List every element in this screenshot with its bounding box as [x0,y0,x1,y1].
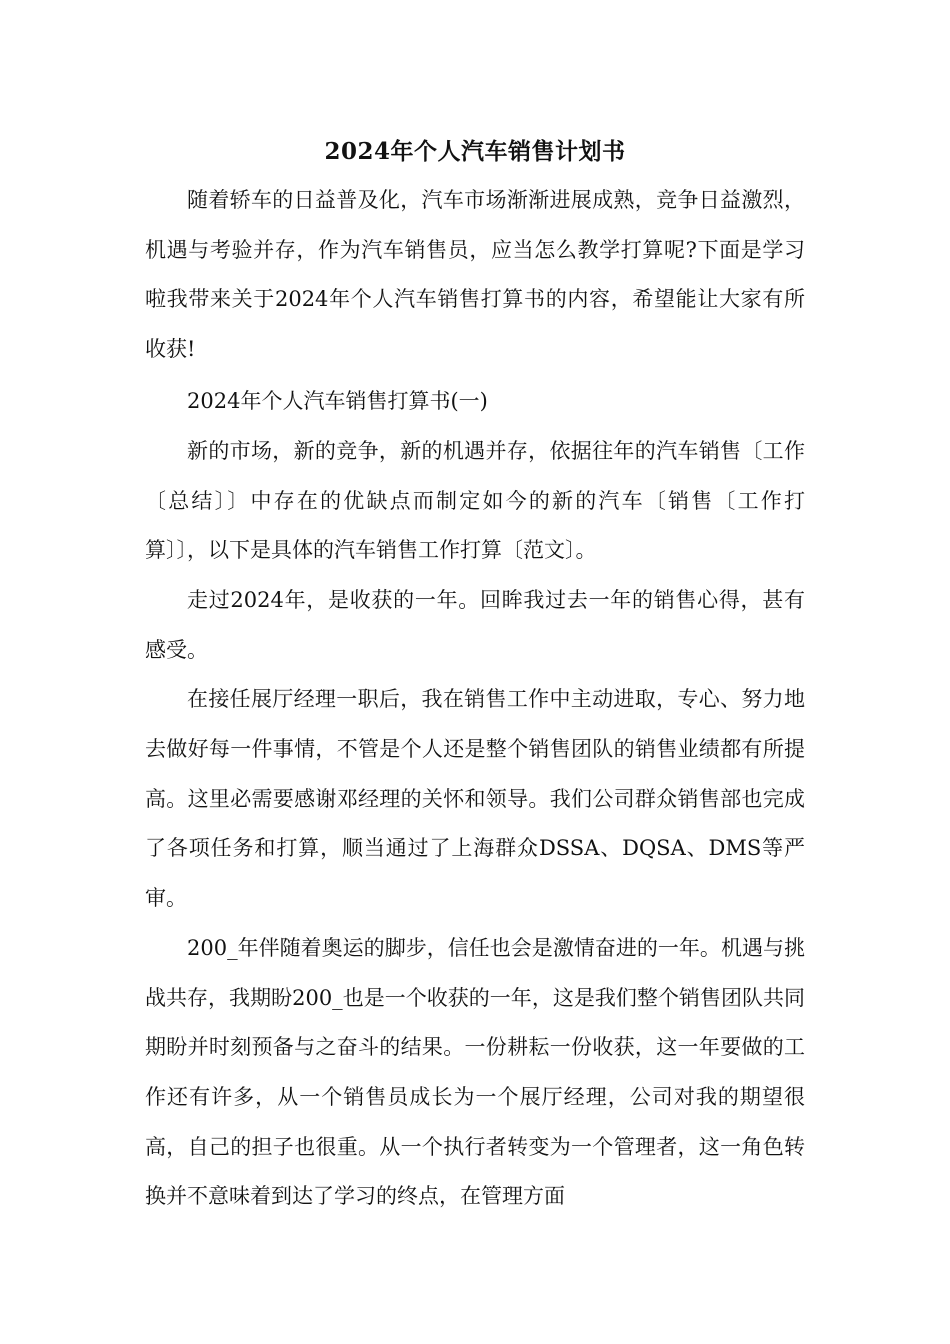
body-paragraph: 走过2024年，是收获的一年。回眸我过去一年的销售心得，甚有感受。 [145,587,805,662]
body-paragraph: 在接任展厅经理一职后，我在销售工作中主动进取，专心、努力地去做好每一件事情，不管是个人还是整个销售团队的销售业绩都有所提高。这里必需要感谢邓经理的关怀和领导。我们公司群众销售部也完成了各项任务和打算，顺当通过了上海群众DSSA、DQSA、DMS等严审。 [145,687,805,911]
document-body [145,128,805,1222]
section-heading: 2024年个人汽车销售打算书(一) [187,388,488,413]
intro-paragraph: 随着轿车的日益普及化，汽车市场渐渐进展成熟，竞争日益激烈，机遇与考验并存，作为汽车销售员，应当怎么教学打算呢?下面是学习啦我带来关于2024年个人汽车销售打算书的内容，希望能让大家有所收获! [145,188,805,362]
body-paragraph: 新的市场，新的竞争，新的机遇并存，依据往年的汽车销售〔工作〔总结〕〕中存在的优缺点而制定如今的新的汽车〔销售〔工作打算〕〕，以下是具体的汽车销售工作打算〔范文〕。 [145,438,805,563]
document-title: 2024年个人汽车销售计划书 [324,138,626,165]
body-paragraph: 200_年伴随着奥运的脚步，信任也会是激情奋进的一年。机遇与挑战共存，我期盼200_也是一个收获的一年，这是我们整个销售团队共同期盼并时刻预备与之奋斗的结果。一份耕耘一份收获，这一年要做的工作还有许多，从一个销售员成长为一个展厅经理，公司对我的期望很高，自己的担子也很重。从一个执行者转变为一个管理者，这一角色转换并不意味着到达了学习的终点，在管理方面 [145,935,805,1209]
